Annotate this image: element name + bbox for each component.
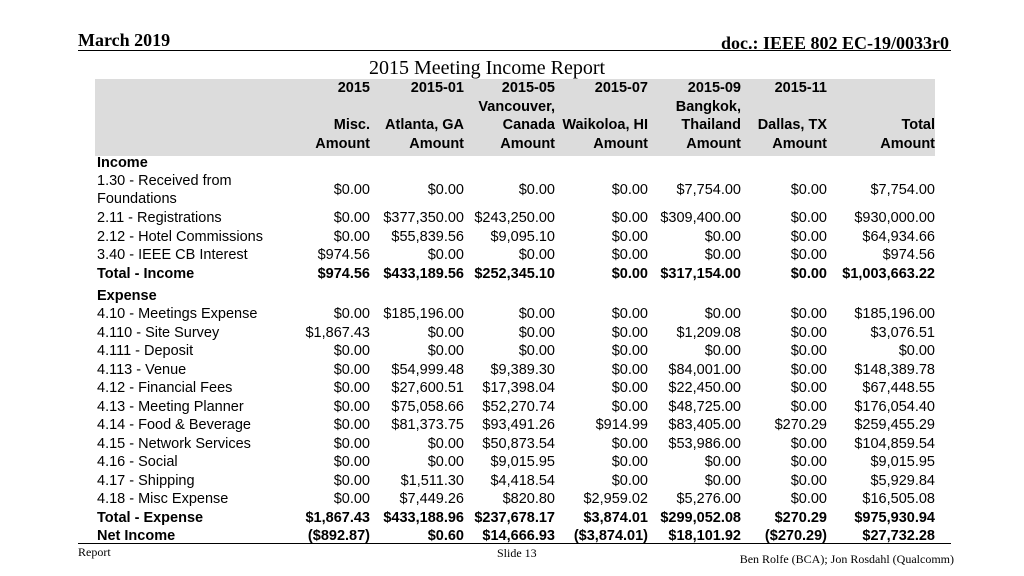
table-cell: $0.00 — [611, 454, 648, 470]
report-title: 2015 Meeting Income Report — [369, 57, 606, 79]
table-cell: $270.29 — [774, 417, 827, 433]
column-period: 2015-01 — [410, 80, 464, 96]
header-date: March 2019 — [78, 30, 171, 50]
table-cell: ($3,874.01) — [573, 528, 648, 544]
table-cell: $914.99 — [595, 417, 648, 433]
column-period: 2015 — [337, 80, 370, 96]
table-cell: $7,754.00 — [870, 182, 935, 198]
table-cell: $0.00 — [790, 247, 827, 263]
table-cell: $18,101.92 — [668, 528, 741, 544]
table-cell: $0.00 — [704, 306, 741, 322]
table-cell: $0.00 — [611, 210, 648, 226]
table-cell: $0.00 — [611, 362, 648, 378]
table-cell: $0.00 — [790, 229, 827, 245]
table-cell: $0.00 — [790, 380, 827, 396]
table-cell: $0.00 — [427, 182, 464, 198]
table-cell: $0.00 — [704, 454, 741, 470]
table-cell: $1,209.08 — [676, 325, 741, 341]
column-amount-label: Amount — [500, 136, 555, 152]
table-cell: $1,511.30 — [400, 473, 464, 489]
column-location: Canada — [502, 117, 555, 133]
table-cell: $0.00 — [333, 343, 370, 359]
table-cell: $55,839.56 — [391, 229, 464, 245]
column-amount-label: Amount — [315, 136, 370, 152]
table-cell: $0.00 — [611, 182, 648, 198]
table-cell: $0.00 — [427, 454, 464, 470]
table-cell: $0.00 — [333, 210, 370, 226]
footer-label: Report — [78, 545, 111, 559]
table-cell: $7,449.26 — [399, 491, 464, 507]
table-cell: $0.00 — [790, 306, 827, 322]
table-cell: $0.00 — [333, 473, 370, 489]
row-label: 4.16 - Social — [97, 454, 178, 470]
table-cell: $54,999.48 — [391, 362, 464, 378]
table-cell: $84,001.00 — [668, 362, 741, 378]
row-label: 4.13 - Meeting Planner — [97, 399, 244, 415]
table-cell: $0.00 — [333, 417, 370, 433]
table-cell: $9,015.95 — [490, 454, 555, 470]
table-cell: $0.00 — [790, 210, 827, 226]
table-cell: $0.00 — [333, 306, 370, 322]
table-cell: $0.00 — [333, 182, 370, 198]
table-cell: $93,491.26 — [482, 417, 555, 433]
table-cell: $0.00 — [333, 399, 370, 415]
table-cell: $252,345.10 — [474, 266, 555, 282]
table-cell: $270.29 — [774, 510, 827, 526]
table-cell: $0.00 — [518, 343, 555, 359]
table-cell: $433,189.56 — [383, 266, 464, 282]
table-cell: $3,874.01 — [583, 510, 648, 526]
table-cell: $0.00 — [790, 362, 827, 378]
table-cell: $974.56 — [317, 266, 370, 282]
row-label: 1.30 - Received from — [97, 173, 232, 189]
table-cell: $0.00 — [704, 343, 741, 359]
column-amount-label: Amount — [593, 136, 648, 152]
table-cell: $0.00 — [790, 436, 827, 452]
table-cell: $975,930.94 — [854, 510, 935, 526]
table-cell: $820.80 — [502, 491, 555, 507]
table-cell: $53,986.00 — [668, 436, 741, 452]
table-cell: $0.00 — [790, 182, 827, 198]
header-divider — [78, 50, 951, 51]
table-cell: $0.00 — [333, 436, 370, 452]
table-cell: $237,678.17 — [474, 510, 555, 526]
row-label: 4.111 - Deposit — [97, 343, 194, 359]
table-cell: $5,276.00 — [676, 491, 741, 507]
table-cell: $9,095.10 — [490, 229, 555, 245]
table-cell: $0.00 — [333, 491, 370, 507]
row-label: 4.15 - Network Services — [97, 436, 251, 452]
table-cell: $5,929.84 — [870, 473, 935, 489]
table-cell: $0.00 — [704, 473, 741, 489]
header-doc-id: doc.: IEEE 802 EC-19/0033r0 — [720, 33, 949, 53]
table-cell: $1,867.43 — [305, 325, 370, 341]
column-location: Dallas, TX — [757, 117, 827, 133]
column-period: 2015-05 — [501, 80, 555, 96]
table-cell: $3,076.51 — [870, 325, 935, 341]
table-cell: $0.00 — [611, 380, 648, 396]
table-cell: $1,003,663.22 — [842, 266, 935, 282]
table-cell: $0.00 — [427, 247, 464, 263]
table-cell: $930,000.00 — [854, 210, 935, 226]
table-cell: $0.00 — [611, 325, 648, 341]
table-cell: $0.00 — [518, 325, 555, 341]
table-cell: $0.00 — [898, 343, 935, 359]
table-cell: $433,188.96 — [383, 510, 464, 526]
row-label: 4.10 - Meetings Expense — [97, 306, 258, 322]
table-cell: $243,250.00 — [474, 210, 555, 226]
row-label: 4.113 - Venue — [97, 362, 187, 378]
column-amount-label: Amount — [880, 136, 935, 152]
table-cell: $176,054.40 — [854, 399, 935, 415]
table-cell: $0.00 — [611, 229, 648, 245]
table-cell: $185,196.00 — [854, 306, 935, 322]
table-cell: $50,873.54 — [482, 436, 555, 452]
section-heading: Income — [97, 155, 148, 171]
table-cell: $7,754.00 — [676, 182, 741, 198]
table-cell: $148,389.78 — [854, 362, 935, 378]
column-amount-label: Amount — [686, 136, 741, 152]
row-label: 4.12 - Financial Fees — [97, 380, 233, 396]
row-label: Total - Income — [97, 266, 195, 282]
table-cell: $75,058.66 — [391, 399, 464, 415]
table-cell: $0.00 — [427, 325, 464, 341]
row-label-continued: Foundations — [97, 191, 177, 207]
table-cell: $0.00 — [790, 473, 827, 489]
table-cell: $83,405.00 — [668, 417, 741, 433]
row-label: 4.110 - Site Survey — [97, 325, 220, 341]
column-period: 2015-11 — [774, 80, 827, 96]
table-cell: $0.00 — [790, 454, 827, 470]
column-location: Bangkok, — [675, 99, 741, 115]
table-cell: $0.00 — [333, 362, 370, 378]
section-heading: Expense — [97, 288, 157, 304]
column-location: Total — [901, 117, 935, 133]
column-location: Atlanta, GA — [385, 117, 464, 133]
column-location: Misc. — [333, 117, 370, 133]
table-cell: $0.00 — [790, 343, 827, 359]
footer-authors: Ben Rolfe (BCA); Jon Rosdahl (Qualcomm) — [739, 552, 954, 566]
footer-divider — [78, 543, 951, 544]
table-cell: $0.00 — [611, 473, 648, 489]
table-cell: $309,400.00 — [660, 210, 741, 226]
column-amount-label: Amount — [409, 136, 464, 152]
column-location: Waikoloa, HI — [562, 117, 648, 133]
table-cell: $0.00 — [704, 229, 741, 245]
table-cell: $0.00 — [611, 306, 648, 322]
table-cell: $52,270.74 — [482, 399, 555, 415]
table-cell: $22,450.00 — [668, 380, 741, 396]
table-cell: $0.00 — [333, 454, 370, 470]
table-cell: $0.00 — [790, 266, 827, 282]
table-cell: $317,154.00 — [660, 266, 741, 282]
table-cell: $299,052.08 — [660, 510, 741, 526]
table-cell: $2,959.02 — [583, 491, 648, 507]
table-cell: $0.00 — [333, 380, 370, 396]
table-cell: $185,196.00 — [383, 306, 464, 322]
table-cell: $0.00 — [518, 247, 555, 263]
table-cell: $0.00 — [790, 399, 827, 415]
table-cell: $0.00 — [611, 266, 648, 282]
table-cell: $974.56 — [317, 247, 370, 263]
table-cell: $0.00 — [518, 306, 555, 322]
column-location: Thailand — [681, 117, 741, 133]
row-label: 3.40 - IEEE CB Interest — [97, 247, 248, 263]
column-location: Vancouver, — [478, 99, 555, 115]
table-cell: $0.00 — [704, 247, 741, 263]
table-cell: $259,455.29 — [854, 417, 935, 433]
slide-number: Slide 13 — [497, 546, 537, 560]
row-label: 2.11 - Registrations — [97, 210, 222, 226]
row-label: Net Income — [97, 528, 176, 544]
table-cell: $0.00 — [518, 182, 555, 198]
table-cell: $48,725.00 — [668, 399, 741, 415]
table-cell: $974.56 — [882, 247, 935, 263]
row-label: 4.14 - Food & Beverage — [97, 417, 251, 433]
table-cell: $16,505.08 — [862, 491, 935, 507]
row-label: 4.18 - Misc Expense — [97, 491, 229, 507]
table-cell: $0.00 — [790, 491, 827, 507]
table-cell: $14,666.93 — [482, 528, 555, 544]
table-cell: $64,934.66 — [862, 229, 935, 245]
table-cell: $0.00 — [611, 343, 648, 359]
table-cell: $377,350.00 — [383, 210, 464, 226]
column-period: 2015-07 — [594, 80, 648, 96]
table-cell: $0.00 — [427, 343, 464, 359]
row-label: 2.12 - Hotel Commissions — [97, 229, 263, 245]
table-cell: $104,859.54 — [854, 436, 935, 452]
row-label: 4.17 - Shipping — [97, 473, 195, 489]
table-cell: $1,867.43 — [305, 510, 370, 526]
table-cell: $67,448.55 — [862, 380, 935, 396]
row-label: Total - Expense — [97, 510, 204, 526]
table-cell: ($270.29) — [764, 528, 827, 544]
table-cell: $0.00 — [611, 399, 648, 415]
table-cell: $0.00 — [790, 325, 827, 341]
table-cell: ($892.87) — [307, 528, 370, 544]
table-cell: $0.00 — [427, 436, 464, 452]
table-cell: $27,732.28 — [862, 528, 935, 544]
table-cell: $0.00 — [611, 247, 648, 263]
table-cell: $0.00 — [333, 229, 370, 245]
column-period: 2015-09 — [687, 80, 741, 96]
table-cell: $27,600.51 — [391, 380, 464, 396]
table-cell: $81,373.75 — [391, 417, 464, 433]
table-cell: $17,398.04 — [482, 380, 555, 396]
table-cell: $0.60 — [427, 528, 464, 544]
table-cell: $0.00 — [611, 436, 648, 452]
table-cell: $4,418.54 — [490, 473, 555, 489]
column-amount-label: Amount — [772, 136, 827, 152]
table-cell: $9,015.95 — [870, 454, 935, 470]
table-cell: $9,389.30 — [490, 362, 555, 378]
